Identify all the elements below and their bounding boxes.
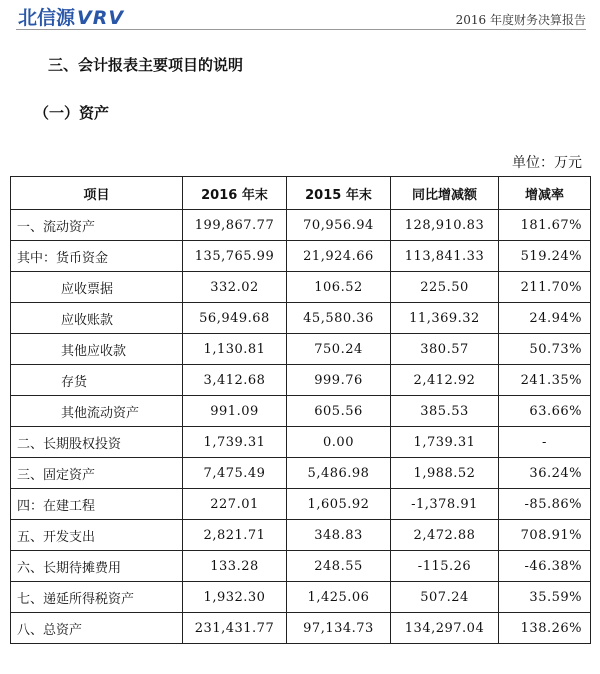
row-change-cell: 380.57 bbox=[391, 334, 499, 365]
company-logo bbox=[18, 3, 124, 30]
row-2016-cell: 991.09 bbox=[183, 396, 287, 427]
unit-label: 单位：万元 bbox=[512, 155, 582, 171]
row-2015-cell: 999.76 bbox=[287, 365, 391, 396]
row-2015-cell: 750.24 bbox=[287, 334, 391, 365]
table-row bbox=[11, 303, 591, 334]
row-rate-cell: 519.24% bbox=[499, 241, 591, 272]
row-change-cell: 113,841.33 bbox=[391, 241, 499, 272]
row-2016-cell: 133.28 bbox=[183, 551, 287, 582]
header-change: 同比增减额 bbox=[391, 177, 499, 210]
row-2015-cell: 70,956.94 bbox=[287, 210, 391, 241]
row-change-cell: 2,472.88 bbox=[391, 520, 499, 551]
table-row bbox=[11, 427, 591, 458]
row-item-cell: 应收票据 bbox=[11, 272, 183, 303]
row-rate-cell: - bbox=[499, 427, 591, 458]
table-row bbox=[11, 520, 591, 551]
row-item-cell: 四：在建工程 bbox=[11, 489, 183, 520]
row-rate-cell: -46.38% bbox=[499, 551, 591, 582]
row-rate-cell: 241.35% bbox=[499, 365, 591, 396]
table-header-row bbox=[11, 177, 591, 210]
row-rate-cell: 50.73% bbox=[499, 334, 591, 365]
row-item-cell: 应收账款 bbox=[11, 303, 183, 334]
row-item-cell: 其他应收款 bbox=[11, 334, 183, 365]
row-2015-cell: 0.00 bbox=[287, 427, 391, 458]
row-change-cell: 225.50 bbox=[391, 272, 499, 303]
row-item-cell: 五、开发支出 bbox=[11, 520, 183, 551]
section-title: 三、会计报表主要项目的说明 bbox=[48, 56, 244, 74]
header-rate: 增减率 bbox=[499, 177, 591, 210]
row-change-cell: 128,910.83 bbox=[391, 210, 499, 241]
row-item-cell: 存货 bbox=[11, 365, 183, 396]
row-2015-cell: 106.52 bbox=[287, 272, 391, 303]
table-row bbox=[11, 210, 591, 241]
table-row bbox=[11, 613, 591, 644]
row-change-cell: 2,412.92 bbox=[391, 365, 499, 396]
assets-table bbox=[10, 176, 591, 644]
row-change-cell: 134,297.04 bbox=[391, 613, 499, 644]
report-title: 2016 年度财务决算报告 bbox=[455, 13, 586, 27]
row-item-cell: 七、递延所得税资产 bbox=[11, 582, 183, 613]
logo-chinese: 北信源 bbox=[18, 7, 76, 29]
logo-english: VRV bbox=[77, 7, 125, 29]
row-2015-cell: 45,580.36 bbox=[287, 303, 391, 334]
row-rate-cell: 211.70% bbox=[499, 272, 591, 303]
table-row bbox=[11, 458, 591, 489]
row-item-cell: 其他流动资产 bbox=[11, 396, 183, 427]
row-2016-cell: 1,932.30 bbox=[183, 582, 287, 613]
table-row bbox=[11, 489, 591, 520]
page-header bbox=[0, 0, 600, 30]
row-2016-cell: 1,739.31 bbox=[183, 427, 287, 458]
header-divider bbox=[16, 29, 586, 30]
row-rate-cell: 36.24% bbox=[499, 458, 591, 489]
row-item-cell: 二、长期股权投资 bbox=[11, 427, 183, 458]
subsection-title: （一）资产 bbox=[34, 104, 110, 122]
row-item-cell: 三、固定资产 bbox=[11, 458, 183, 489]
header-item: 项目 bbox=[11, 177, 183, 210]
row-rate-cell: 181.67% bbox=[499, 210, 591, 241]
row-2016-cell: 199,867.77 bbox=[183, 210, 287, 241]
row-change-cell: 1,739.31 bbox=[391, 427, 499, 458]
row-change-cell: 11,369.32 bbox=[391, 303, 499, 334]
table-row bbox=[11, 334, 591, 365]
row-2016-cell: 1,130.81 bbox=[183, 334, 287, 365]
row-2016-cell: 7,475.49 bbox=[183, 458, 287, 489]
row-2015-cell: 605.56 bbox=[287, 396, 391, 427]
row-2015-cell: 1,605.92 bbox=[287, 489, 391, 520]
header-2016: 2016 年末 bbox=[183, 177, 287, 210]
row-item-cell: 其中：货币资金 bbox=[11, 241, 183, 272]
row-2016-cell: 2,821.71 bbox=[183, 520, 287, 551]
row-item-cell: 八、总资产 bbox=[11, 613, 183, 644]
row-2015-cell: 1,425.06 bbox=[287, 582, 391, 613]
header-2015: 2015 年末 bbox=[287, 177, 391, 210]
row-2016-cell: 332.02 bbox=[183, 272, 287, 303]
row-2015-cell: 5,486.98 bbox=[287, 458, 391, 489]
row-rate-cell: 708.91% bbox=[499, 520, 591, 551]
row-2016-cell: 231,431.77 bbox=[183, 613, 287, 644]
row-rate-cell: 138.26% bbox=[499, 613, 591, 644]
table-row bbox=[11, 582, 591, 613]
table-row bbox=[11, 396, 591, 427]
row-2016-cell: 227.01 bbox=[183, 489, 287, 520]
row-change-cell: 1,988.52 bbox=[391, 458, 499, 489]
row-change-cell: -1,378.91 bbox=[391, 489, 499, 520]
row-rate-cell: 24.94% bbox=[499, 303, 591, 334]
table-row bbox=[11, 551, 591, 582]
row-change-cell: 507.24 bbox=[391, 582, 499, 613]
table-row bbox=[11, 241, 591, 272]
row-2016-cell: 56,949.68 bbox=[183, 303, 287, 334]
row-2015-cell: 248.55 bbox=[287, 551, 391, 582]
row-rate-cell: 35.59% bbox=[499, 582, 591, 613]
table-row bbox=[11, 272, 591, 303]
row-change-cell: -115.26 bbox=[391, 551, 499, 582]
row-2015-cell: 97,134.73 bbox=[287, 613, 391, 644]
row-change-cell: 385.53 bbox=[391, 396, 499, 427]
table-row bbox=[11, 365, 591, 396]
row-rate-cell: 63.66% bbox=[499, 396, 591, 427]
row-item-cell: 一、流动资产 bbox=[11, 210, 183, 241]
row-2015-cell: 348.83 bbox=[287, 520, 391, 551]
row-rate-cell: -85.86% bbox=[499, 489, 591, 520]
row-item-cell: 六、长期待摊费用 bbox=[11, 551, 183, 582]
row-2016-cell: 3,412.68 bbox=[183, 365, 287, 396]
row-2016-cell: 135,765.99 bbox=[183, 241, 287, 272]
row-2015-cell: 21,924.66 bbox=[287, 241, 391, 272]
